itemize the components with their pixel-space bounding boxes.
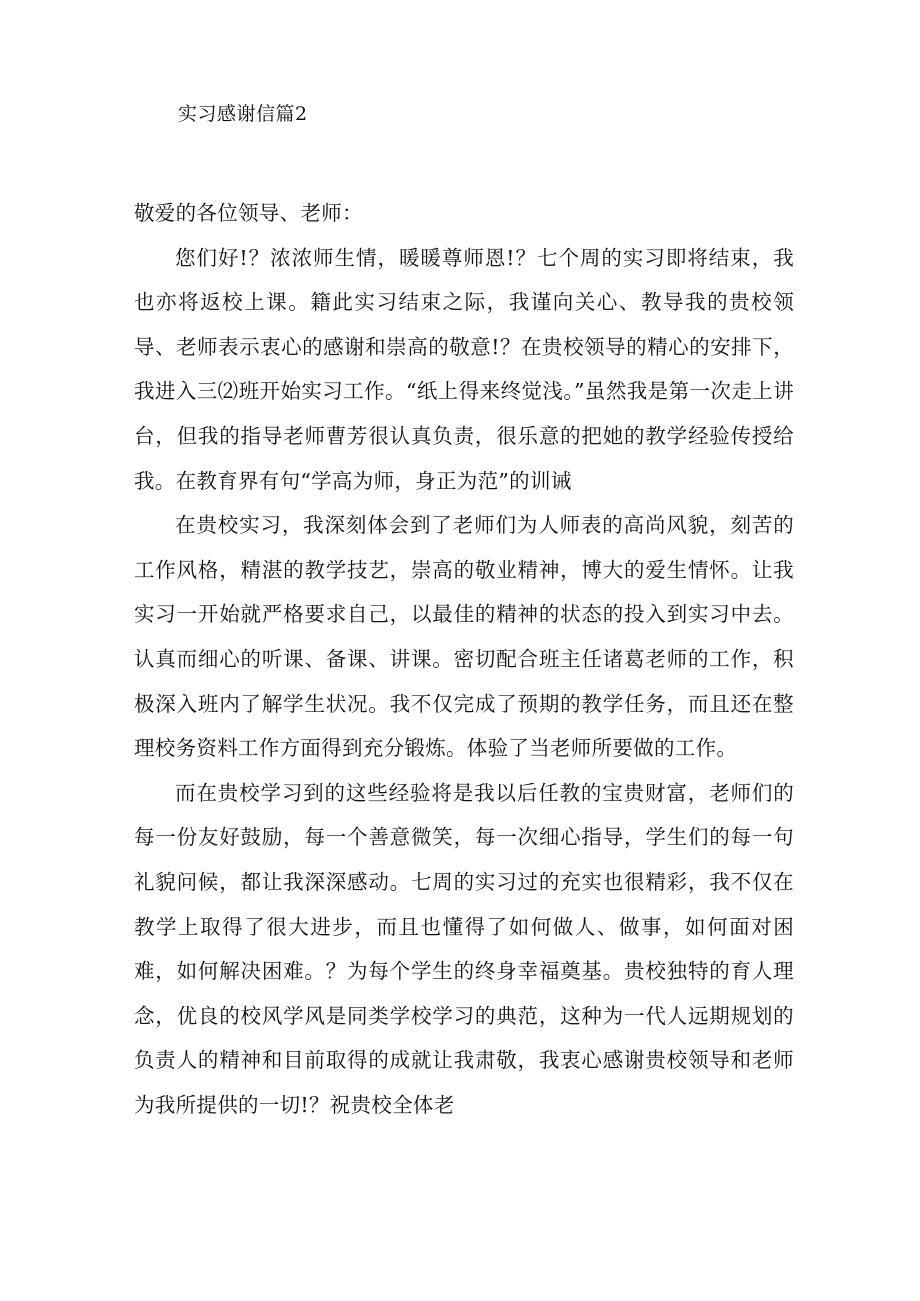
letter-body [134,191,794,1127]
paragraph-1: 您们好!？浓浓师生情，暖暖尊师恩!？七个周的实习即将结束，我也亦将返校上课。籍此实习结束之际，我谨向关心、教导我的贵校领导、老师表示衷心的感谢和崇高的敬意!？在贵校领导的精心的安排下，我进入三⑵班开始实习工作。“纸上得来终觉浅。”虽然我是第一次走上讲台，但我的指导老师曹芳很认真负责，很乐意的把她的教学经验传授给我。在教育界有句“学高为师，身正为范”的训诫 [134,245,794,493]
document-title: 实习感谢信篇2 [178,103,308,125]
paragraph-3: 而在贵校学习到的这些经验将是我以后任教的宝贵财富，老师们的每一份友好鼓励，每一个善意微笑，每一次细心指导，学生们的每一句礼貌问候，都让我深深感动。七周的实习过的充实也很精彩，我不仅在教学上取得了很大进步，而且也懂得了如何做人、做事，如何面对困难，如何解决困难。？为每个学生的终身幸福奠基。贵校独特的育人理念，优良的校风学风是同类学校学习的典范，这种为一代人远期规划的负责人的精神和目前取得的成就让我肃敬，我衷心感谢贵校领导和老师为我所提供的一切!？祝贵校全体老 [134,780,794,1117]
paragraph-2: 在贵校实习，我深刻体会到了老师们为人师表的高尚风貌，刻苦的工作风格，精湛的教学技艺，崇高的敬业精神，博大的爱生情怀。让我实习一开始就严格要求自己，以最佳的精神的状态的投入到实习中去。认真而细心的听课、备课、讲课。密切配合班主任诸葛老师的工作，积极深入班内了解学生状况。我不仅完成了预期的教学任务，而且还在整理校务资料工作方面得到充分锻炼。体验了当老师所要做的工作。 [134,513,794,761]
salutation: 敬爱的各位领导、老师： [134,201,363,225]
